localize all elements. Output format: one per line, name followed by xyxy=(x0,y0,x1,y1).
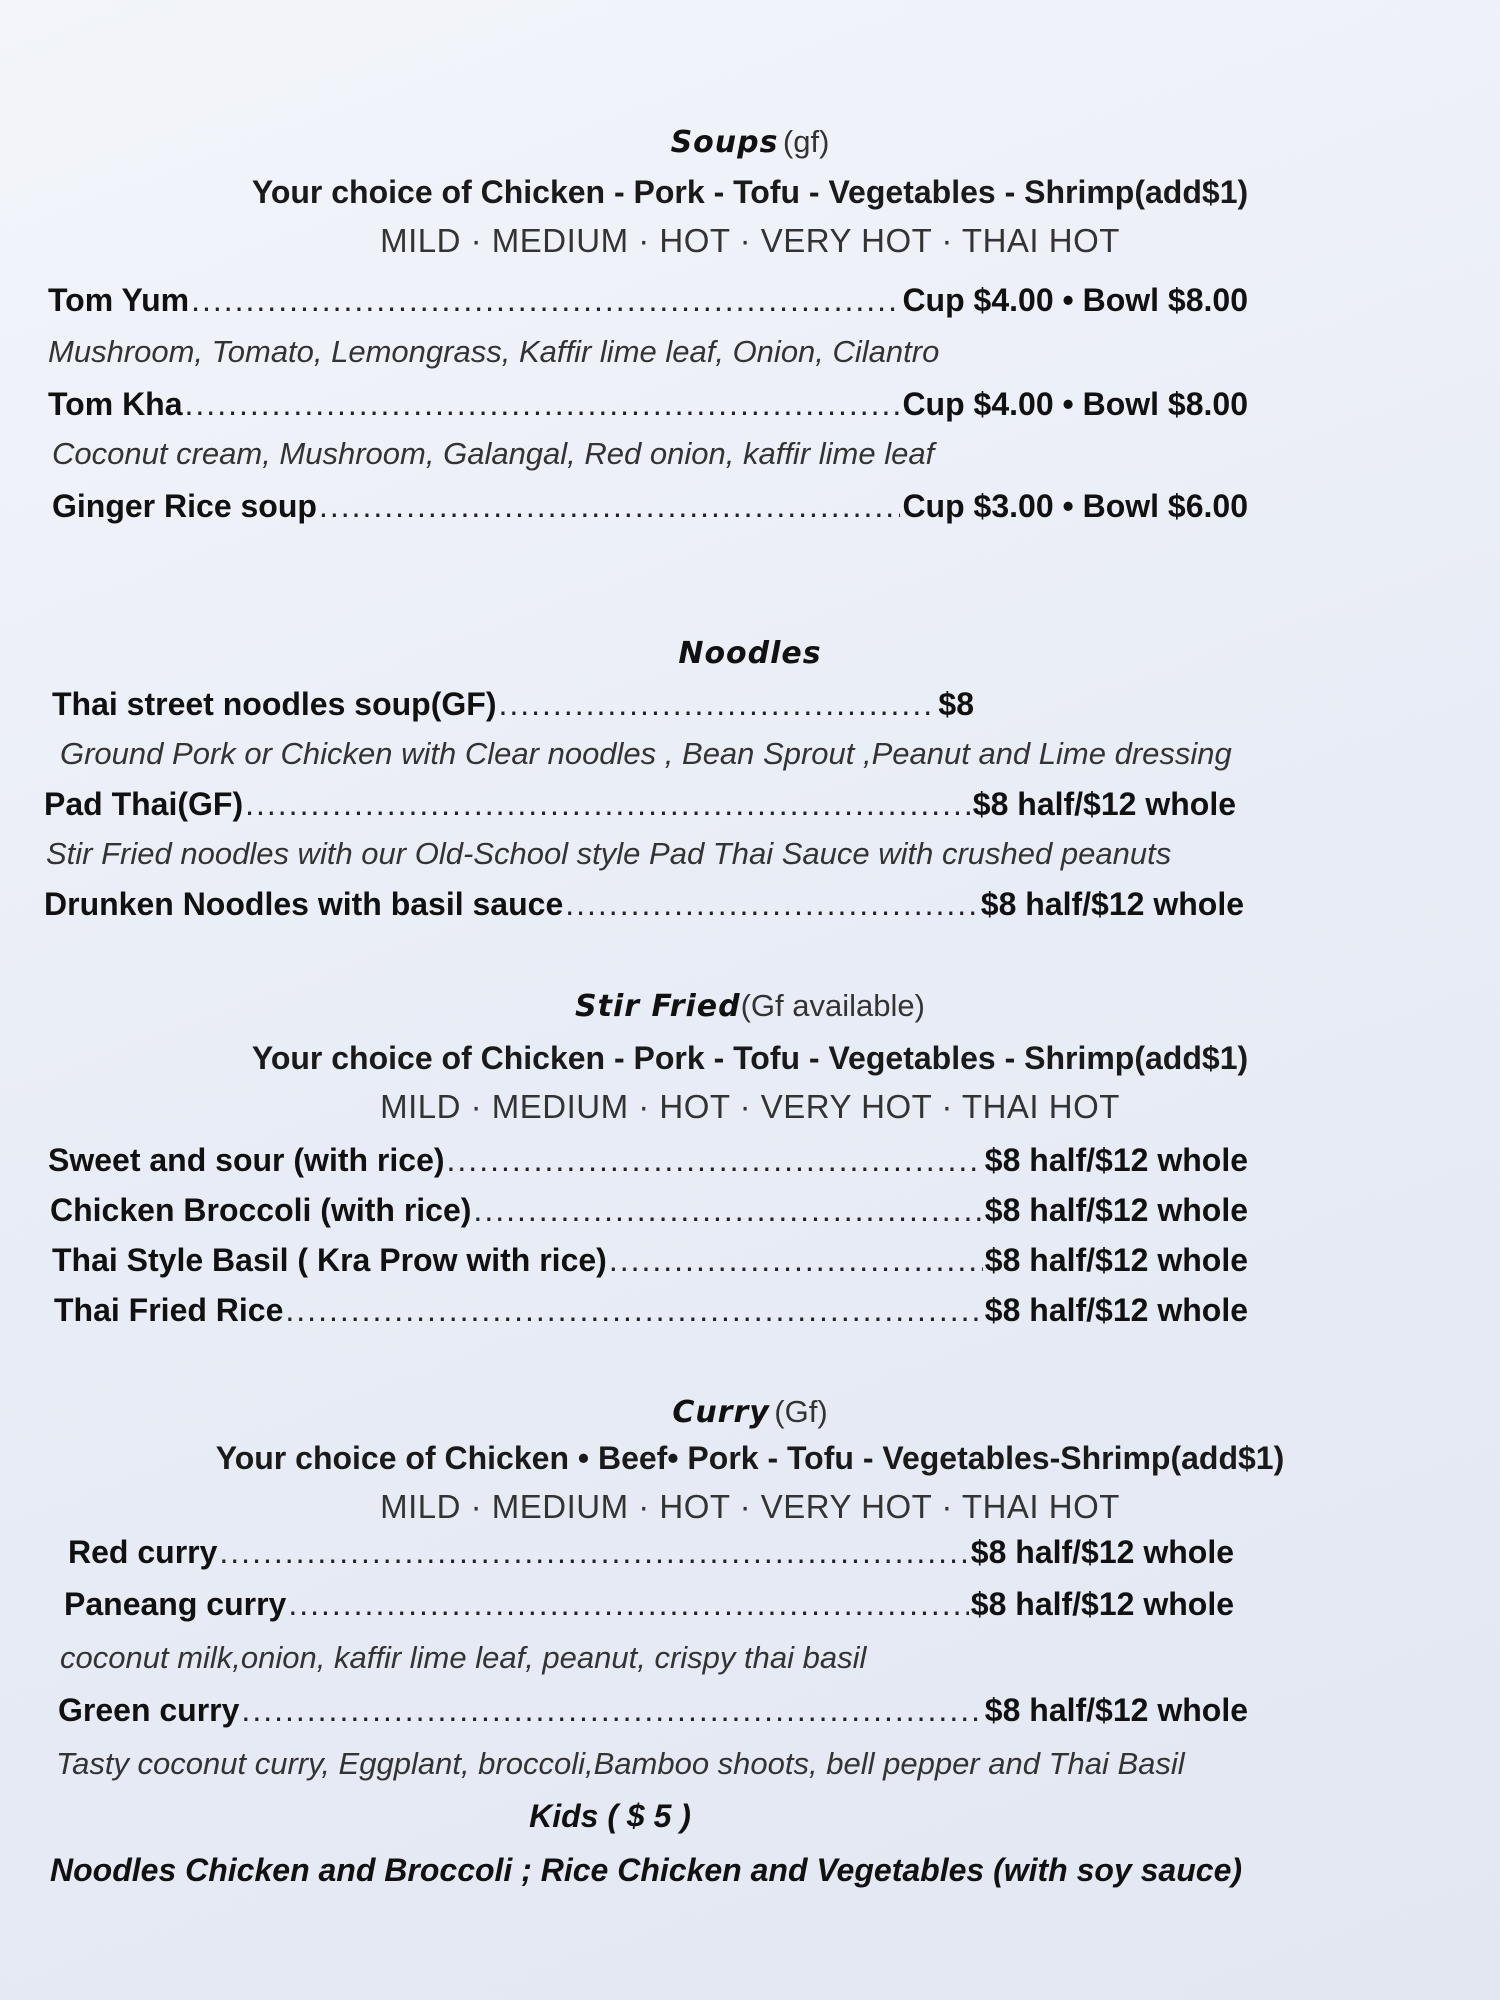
menu-item-chicken-broccoli xyxy=(50,1192,1248,1229)
stir-fried-heat-levels: MILD · MEDIUM · HOT · VERY HOT · THAI HOT xyxy=(380,1088,1120,1125)
item-name: Pad Thai(GF) xyxy=(44,786,244,822)
soups-heat-levels: MILD · MEDIUM · HOT · VERY HOT · THAI HOT xyxy=(380,222,1120,259)
soups-title: Soups xyxy=(670,125,779,160)
noodles-heading xyxy=(0,636,1500,671)
kids-items: Noodles Chicken and Broccoli ; Rice Chicken and Vegetables (with soy sauce) xyxy=(50,1852,1243,1888)
item-name: Green curry xyxy=(58,1692,240,1728)
leader-dots xyxy=(447,1142,983,1179)
item-name: Paneang curry xyxy=(64,1586,287,1622)
item-desc-pad-thai: Stir Fried noodles with our Old-School style Pad Thai Sauce with crushed peanuts xyxy=(46,836,1172,871)
item-name: Sweet and sour (with rice) xyxy=(48,1142,445,1178)
leader-dots xyxy=(473,1192,982,1229)
item-price: $8 half/$12 whole xyxy=(970,1586,1234,1622)
item-name: Thai Style Basil ( Kra Prow with rice) xyxy=(52,1242,607,1278)
item-name: Ginger Rice soup xyxy=(52,488,317,524)
noodles-title: Noodles xyxy=(678,636,822,671)
item-desc-green-curry: Tasty coconut curry, Eggplant, broccoli,Bamboo shoots, bell pepper and Thai Basil xyxy=(56,1746,1185,1781)
stir-fried-note: (Gf available) xyxy=(740,988,925,1023)
menu-item-tom-yum xyxy=(48,282,1248,319)
soups-heading xyxy=(0,124,1500,160)
menu-item-tom-kha xyxy=(48,386,1248,423)
item-desc-tom-kha: Coconut cream, Mushroom, Galangal, Red onion, kaffir lime leaf xyxy=(52,436,935,471)
leader-dots xyxy=(285,1292,982,1329)
menu-item-ginger-rice-soup xyxy=(52,488,1248,525)
item-name: Red curry xyxy=(68,1534,218,1570)
item-price: $8 half/$12 whole xyxy=(972,786,1236,822)
soups-choice: Your choice of Chicken - Pork - Tofu - Vegetables - Shrimp(add$1) xyxy=(251,174,1249,210)
curry-heat-levels: MILD · MEDIUM · HOT · VERY HOT · THAI HOT xyxy=(380,1488,1120,1525)
curry-choice: Your choice of Chicken • Beef• Pork - Tofu - Vegetables-Shrimp(add$1) xyxy=(215,1440,1285,1476)
item-price: $8 half/$12 whole xyxy=(984,1692,1248,1728)
item-price: $8 half/$12 whole xyxy=(984,1292,1248,1328)
leader-dots xyxy=(185,386,901,423)
curry-note: (Gf) xyxy=(774,1394,828,1429)
stir-fried-heading xyxy=(0,988,1500,1024)
menu-item-red-curry xyxy=(68,1534,1234,1571)
item-price: $8 half/$12 whole xyxy=(984,1142,1248,1178)
curry-heading xyxy=(0,1394,1500,1430)
kids-title: Kids ( $ 5 ) xyxy=(529,1798,691,1834)
menu-item-paneang-curry xyxy=(64,1586,1234,1623)
leader-dots xyxy=(241,1692,982,1729)
item-price: $8 half/$12 whole xyxy=(984,1192,1248,1228)
item-price: $8 half/$12 whole xyxy=(970,1534,1234,1570)
item-name: Tom Kha xyxy=(48,386,183,422)
item-name: Chicken Broccoli (with rice) xyxy=(50,1192,472,1228)
menu-item-thai-style-basil xyxy=(52,1242,1248,1279)
item-name: Tom Yum xyxy=(48,282,190,318)
leader-dots xyxy=(609,1242,983,1279)
item-price: $8 half/$12 whole xyxy=(984,1242,1248,1278)
item-name: Thai Fried Rice xyxy=(54,1292,284,1328)
item-desc-thai-street-noodles: Ground Pork or Chicken with Clear noodles , Bean Sprout ,Peanut and Lime dressing xyxy=(60,736,1232,771)
leader-dots xyxy=(219,1534,968,1571)
curry-title: Curry xyxy=(672,1395,770,1430)
item-price: $8 half/$12 whole xyxy=(980,886,1244,922)
menu-item-drunken-noodles xyxy=(44,886,1244,923)
item-price: $8 xyxy=(938,686,974,722)
leader-dots xyxy=(319,488,901,525)
item-price: Cup $3.00 • Bowl $6.00 xyxy=(902,488,1248,524)
item-desc-tom-yum: Mushroom, Tomato, Lemongrass, Kaffir lime leaf, Onion, Cilantro xyxy=(48,334,940,369)
stir-fried-title: Stir Fried xyxy=(575,989,741,1024)
menu-item-thai-fried-rice xyxy=(54,1292,1248,1329)
leader-dots xyxy=(498,686,936,723)
menu-item-pad-thai xyxy=(44,786,1236,823)
stir-fried-choice: Your choice of Chicken - Pork - Tofu - Vegetables - Shrimp(add$1) xyxy=(251,1040,1249,1076)
menu-item-sweet-and-sour xyxy=(48,1142,1248,1179)
leader-dots xyxy=(565,886,979,923)
leader-dots xyxy=(288,1586,968,1623)
leader-dots xyxy=(191,282,900,319)
soups-note: (gf) xyxy=(782,124,830,159)
item-name: Drunken Noodles with basil sauce xyxy=(44,886,564,922)
menu-item-green-curry xyxy=(58,1692,1248,1729)
menu-item-thai-street-noodles xyxy=(52,686,974,723)
item-price: Cup $4.00 • Bowl $8.00 xyxy=(902,282,1248,318)
item-name: Thai street noodles soup(GF) xyxy=(52,686,497,722)
item-desc-paneang-curry: coconut milk,onion, kaffir lime leaf, peanut, crispy thai basil xyxy=(60,1640,867,1675)
item-price: Cup $4.00 • Bowl $8.00 xyxy=(902,386,1248,422)
leader-dots xyxy=(245,786,971,823)
